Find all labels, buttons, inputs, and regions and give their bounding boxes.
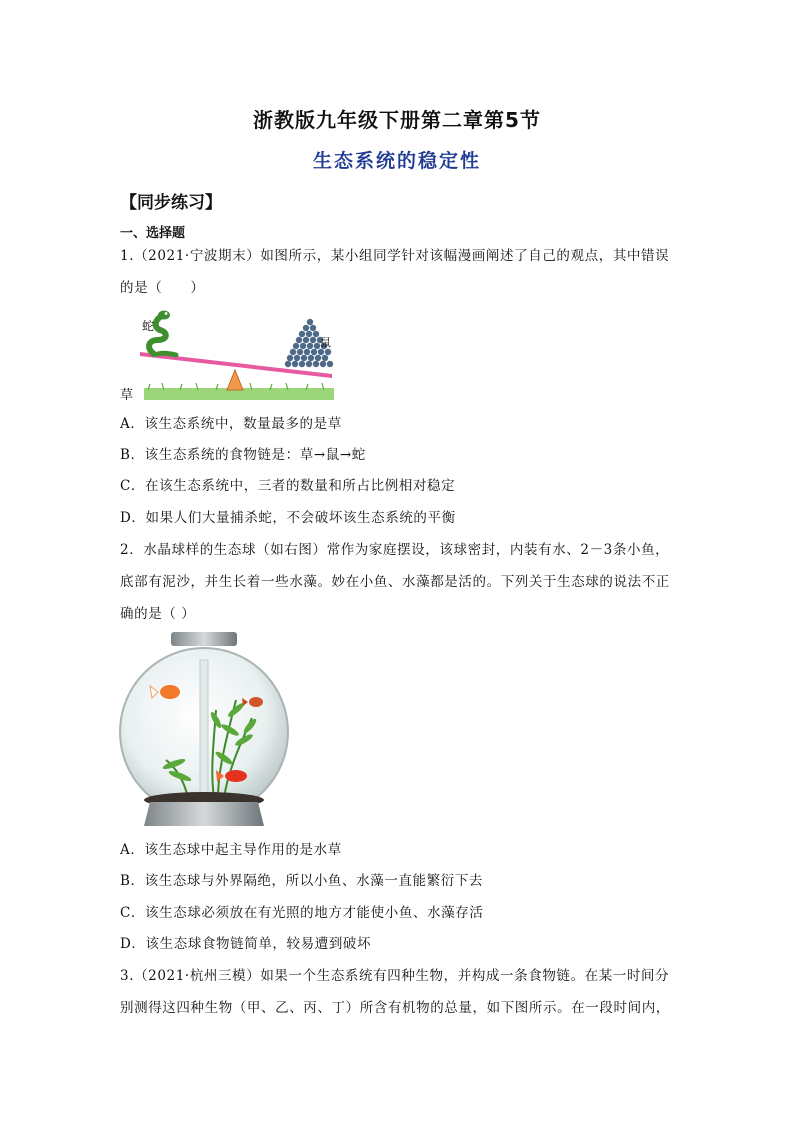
snake-label: 蛇: [142, 319, 155, 333]
part-heading: 一、选择题: [120, 226, 186, 241]
question-1-option-a: A．该生态系统中，数量最多的是草: [120, 416, 342, 432]
document-subtitle: 生态系统的稳定性: [312, 150, 481, 172]
question-2-line-2: 底部有泥沙，并生长着一些水藻。妙在小鱼、水藻都是活的。下列关于生态球的说法不正: [120, 574, 670, 590]
question-1-line-1: 1.（2021·宁波期末）如图所示，某小组同学针对该幅漫画阐述了自己的观点，其中错误: [120, 248, 670, 264]
air-tube: [200, 660, 208, 800]
question-3-line-1: 3.（2021·杭州三模）如果一个生态系统有四种生物，并构成一条食物链。在某一时间分: [120, 968, 670, 984]
section-heading: 【同步练习】: [120, 193, 222, 213]
document-title: 浙教版九年级下册第二章第5节: [253, 108, 541, 132]
question-1-option-c: C．在该生态系统中，三者的数量和所占比例相对稳定: [120, 478, 456, 494]
fulcrum: [227, 370, 243, 390]
bowl-base: [144, 802, 264, 826]
bowl-lid: [171, 632, 237, 646]
question-2-line-3: 确的是（ ）: [120, 606, 196, 622]
question-2-option-b: B．该生态球与外界隔绝，所以小鱼、水藻一直能繁衍下去: [120, 873, 484, 889]
question-2-option-d: D．该生态球食物链简单，较易遭到破坏: [120, 936, 372, 952]
question-1-line-2: 的是（ ）: [120, 280, 205, 296]
question-1-option-d: D．如果人们大量捕杀蛇，不会破坏该生态系统的平衡: [120, 510, 456, 526]
question-3-line-2: 别测得这四种生物（甲、乙、丙、丁）所含有机物的总量，如下图所示。在一段时间内，: [120, 1000, 670, 1016]
question-2-option-a: A．该生态球中起主导作用的是水草: [120, 842, 342, 858]
grass-label: 草: [120, 388, 134, 403]
question-1-option-b: B．该生态系统的食物链是：草→鼠→蛇: [120, 447, 366, 463]
seesaw-cartoon-figure: [118, 308, 338, 404]
mouse-label: 鼠: [320, 336, 331, 349]
question-2-line-1: 2．水晶球样的生态球（如右图）常作为家庭摆设，该球密封，内装有水、2－3条小鱼，: [120, 542, 670, 558]
question-2-option-c: C．该生态球必须放在有光照的地方才能使小鱼、水藻存活: [120, 905, 484, 921]
ecosphere-fishbowl-figure: [118, 630, 290, 830]
